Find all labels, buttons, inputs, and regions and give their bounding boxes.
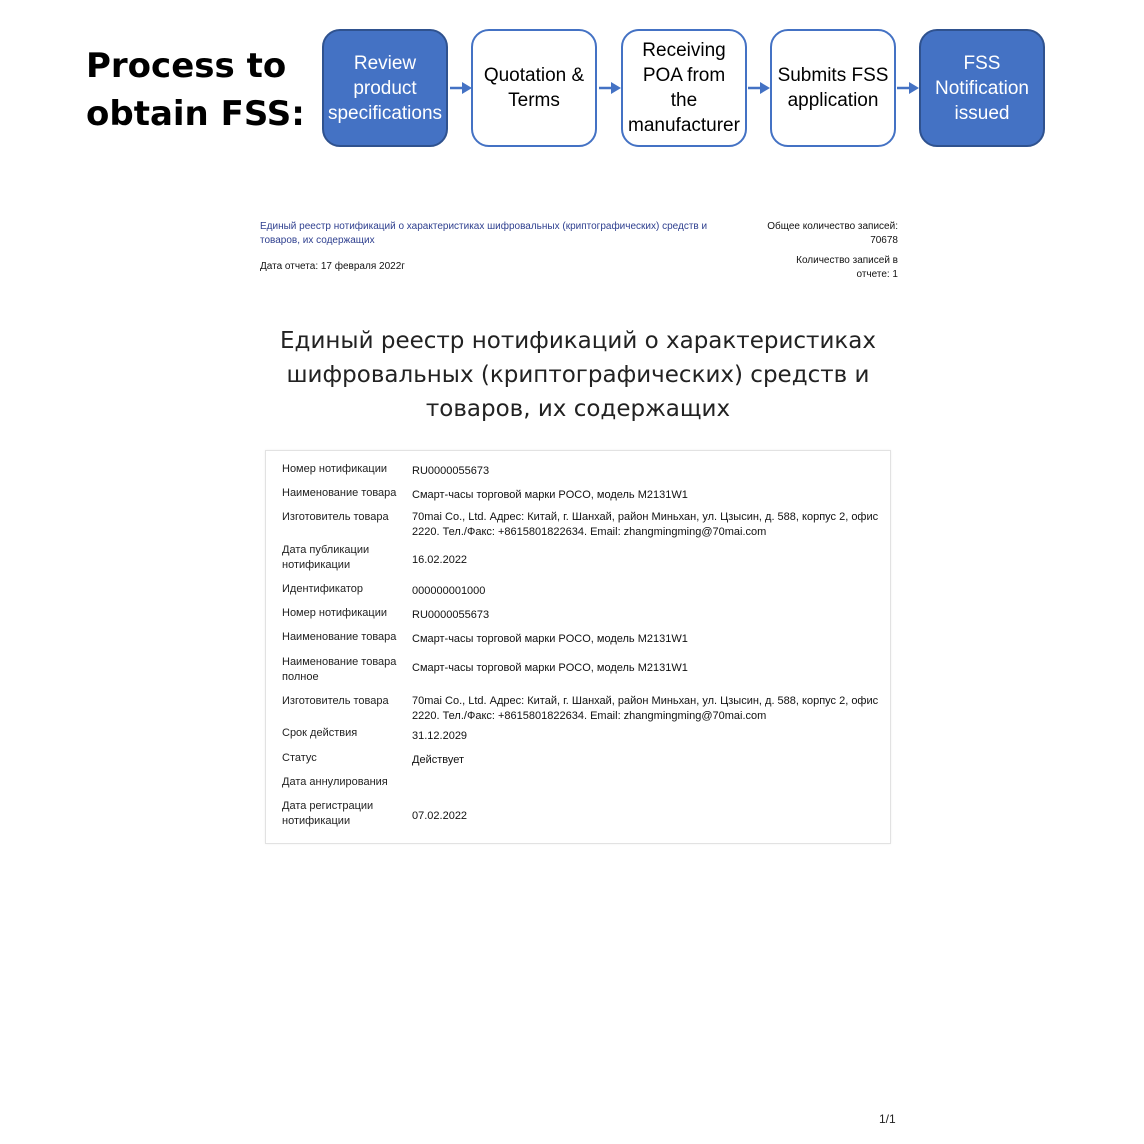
registry-link[interactable]: Единый реестр нотификаций о характеристиках шифровальных (криптографических) средств и товаров, их содержащих xyxy=(260,221,708,246)
field-value: RU0000055673 xyxy=(412,465,490,477)
field-label: Наименование товара xyxy=(282,631,397,643)
field-label: Идентификатор xyxy=(282,583,363,595)
process-flow xyxy=(0,0,1144,160)
total-records-value: 70678 xyxy=(870,235,898,246)
field-value: Смарт-часы торговой марки POCO, модель M2131W1 xyxy=(412,662,688,674)
document-title: Единый реестр нотификаций о характеристиках шифровальных (криптографических) средств и товаров, их содержащих xyxy=(280,328,876,422)
report-records-label: Количество записей в xyxy=(796,255,898,266)
step-label: Review product specifications xyxy=(327,52,443,124)
report-date: Дата отчета: 17 февраля 2022г xyxy=(260,261,405,272)
arrow-right-icon xyxy=(748,80,770,96)
arrow-right-icon xyxy=(897,80,919,96)
field-value: Смарт-часы торговой марки POCO, модель M2131W1 xyxy=(412,633,688,645)
field-value: Смарт-часы торговой марки POCO, модель M2131W1 xyxy=(412,489,688,501)
step-notification-issued xyxy=(919,29,1045,147)
step-label: FSS Notification issued xyxy=(935,52,1029,124)
field-label: Номер нотификации xyxy=(282,607,388,619)
report-header xyxy=(260,220,900,280)
field-value: 000000001000 xyxy=(412,585,486,597)
step-review-specs xyxy=(322,29,448,147)
field-label: Наименование товара полное xyxy=(282,656,397,683)
record-counts xyxy=(738,220,898,285)
process-heading: Process to obtain FSS: xyxy=(86,46,305,134)
step-label: Quotation & Terms xyxy=(483,65,585,111)
field-label: Дата аннулирования xyxy=(282,776,388,788)
record-card xyxy=(265,450,891,844)
field-label: Изготовитель товара xyxy=(282,511,389,523)
step-quotation-terms xyxy=(471,29,597,147)
field-value: Действует xyxy=(412,754,465,766)
field-label: Дата регистрации нотификации xyxy=(282,800,374,827)
arrow-right-icon xyxy=(450,80,472,96)
step-label: Receiving POA from the manufacturer xyxy=(628,40,740,136)
step-submits-application xyxy=(770,29,896,147)
field-value: 07.02.2022 xyxy=(412,810,468,822)
step-label: Submits FSS application xyxy=(777,65,889,111)
report-records-value: отчете: 1 xyxy=(856,269,898,280)
field-value: RU0000055673 xyxy=(412,609,490,621)
arrow-right-icon xyxy=(599,80,621,96)
field-value: 16.02.2022 xyxy=(412,554,468,566)
field-label: Статус xyxy=(282,752,317,764)
field-label: Дата публикации нотификации xyxy=(282,544,370,571)
step-receiving-poa xyxy=(621,29,747,147)
field-value: 70mai Co., Ltd. Адрес: Китай, г. Шанхай, район Миньхан, ул. Цзысин, д. 588, корпус 2, офис 2220. Тел./Факс: +8615801822634. Email: zhangmingming@70mai.com xyxy=(412,511,879,538)
field-label: Номер нотификации xyxy=(282,463,388,475)
field-label: Срок действия xyxy=(282,727,358,739)
field-value: 70mai Co., Ltd. Адрес: Китай, г. Шанхай, район Миньхан, ул. Цзысин, д. 588, корпус 2, офис 2220. Тел./Факс: +8615801822634. Email: zhangmingming@70mai.com xyxy=(412,695,879,722)
field-label: Изготовитель товара xyxy=(282,695,389,707)
field-label: Наименование товара xyxy=(282,487,397,499)
total-records-label: Общее количество записей: xyxy=(767,221,898,232)
page-number: 1/1 xyxy=(879,1112,896,1126)
field-value: 31.12.2029 xyxy=(412,730,468,742)
